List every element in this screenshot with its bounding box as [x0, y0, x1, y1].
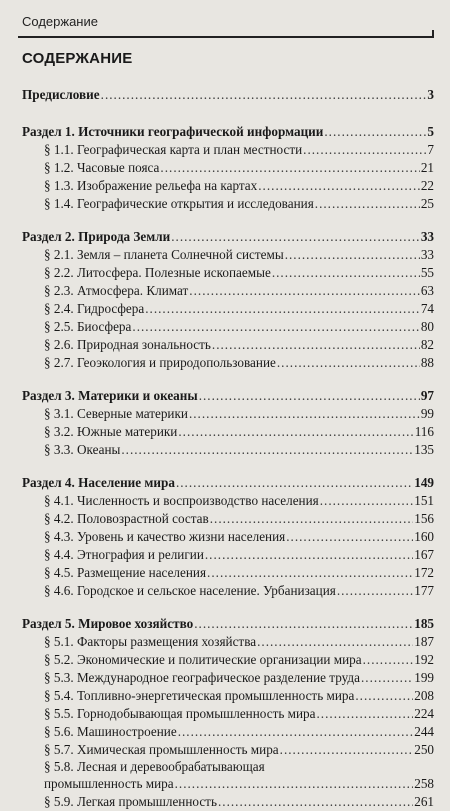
entry-label: § 4.5. Размещение населения: [44, 565, 207, 580]
leader-dots: [175, 775, 414, 793]
entry-page: 88: [420, 355, 434, 370]
entry-label: § 4.1. Численность и воспроизводство населения: [44, 493, 319, 508]
section-label: Раздел 2. Природа Земли: [22, 229, 171, 244]
toc-entry: [22, 651, 434, 669]
entry-page: 21: [420, 160, 434, 175]
leader-dots: [337, 582, 413, 600]
leader-dots: [205, 546, 413, 564]
leader-dots: [280, 741, 414, 759]
section-page: 97: [420, 388, 434, 403]
leader-dots: [189, 405, 420, 423]
entry-page: 208: [414, 688, 434, 703]
leader-dots: [258, 177, 420, 195]
entry-page: 177: [414, 583, 434, 598]
entry-label: § 2.1. Земля – планета Солнечной системы: [44, 247, 284, 262]
toc-entry: [22, 282, 434, 300]
leader-dots: [121, 441, 413, 459]
entry-label: § 1.4. Географические открытия и исследования: [44, 196, 314, 211]
leader-dots: [355, 687, 413, 705]
toc-entry: [22, 510, 434, 528]
leader-dots: [189, 282, 420, 300]
entry-label: § 2.3. Атмосфера. Климат: [44, 283, 189, 298]
entry-page: 7: [427, 142, 434, 157]
toc-entry: [22, 564, 434, 582]
toc-entry: [22, 246, 434, 264]
toc-entry: [22, 177, 434, 195]
entry-page: 99: [420, 406, 434, 421]
entry-label: § 1.3. Изображение рельефа на картах: [44, 178, 258, 193]
toc-entry: [22, 741, 434, 759]
toc-entry: [22, 775, 434, 793]
section-page: 149: [414, 475, 434, 490]
entry-label: § 5.9. Легкая промышленность: [44, 794, 217, 809]
toc-entry: [22, 318, 434, 336]
entry-page: 55: [420, 265, 434, 280]
toc-entry: [22, 405, 434, 423]
entry-label: § 5.2. Экономические и политические организации мира: [44, 652, 362, 667]
entry-label: § 4.3. Уровень и качество жизни населения: [44, 529, 286, 544]
leader-dots: [320, 492, 413, 510]
entry-page: 258: [414, 776, 434, 791]
entry-page: 80: [420, 319, 434, 334]
entry-label: § 4.2. Половозрастной состав: [44, 511, 209, 526]
entry-page: 33: [420, 247, 434, 262]
leader-dots: [207, 564, 413, 582]
leader-dots: [363, 651, 414, 669]
leader-dots: [218, 793, 413, 811]
leader-dots: [272, 264, 420, 282]
entry-page: 135: [414, 442, 434, 457]
toc-section-1: [22, 123, 434, 141]
toc-entry: [22, 492, 434, 510]
leader-dots: [101, 86, 427, 104]
entry-page: 116: [414, 424, 434, 439]
leader-dots: [315, 195, 420, 213]
entry-page: 160: [414, 529, 434, 544]
toc-entry: [22, 141, 434, 159]
toc-entry: [22, 546, 434, 564]
entry-label-line1: § 5.8. Лесная и деревообрабатывающая: [44, 759, 265, 774]
entry-page: 22: [420, 178, 434, 193]
entry-page: 82: [420, 337, 434, 352]
leader-dots: [132, 318, 419, 336]
leader-dots: [145, 300, 420, 318]
leader-dots: [176, 474, 413, 492]
toc-entry: [22, 705, 434, 723]
entry-label: § 2.6. Природная зональность: [44, 337, 211, 352]
toc-entry: [22, 300, 434, 318]
entry-label: Предисловие: [22, 87, 100, 102]
entry-label: § 2.7. Геоэкология и природопользование: [44, 355, 276, 370]
leader-dots: [277, 354, 420, 372]
section-label: Раздел 5. Мировое хозяйство: [22, 616, 194, 631]
leader-dots: [199, 387, 420, 405]
leader-dots: [257, 633, 413, 651]
toc-section-4: [22, 474, 434, 492]
entry-page: 187: [414, 634, 434, 649]
section-label: Раздел 4. Население мира: [22, 475, 175, 490]
toc-section-3: [22, 387, 434, 405]
entry-page: 250: [414, 742, 434, 757]
toc-entry: [22, 441, 434, 459]
leader-dots: [303, 141, 426, 159]
leader-dots: [324, 123, 426, 141]
leader-dots: [210, 510, 413, 528]
entry-label: § 5.3. Международное географическое разделение труда: [44, 670, 360, 685]
leader-dots: [194, 615, 413, 633]
running-header: Содержание: [22, 14, 98, 29]
entry-label: § 3.3. Океаны: [44, 442, 121, 457]
entry-page: 74: [420, 301, 434, 316]
entry-page: 63: [420, 283, 434, 298]
toc-title: СОДЕРЖАНИЕ: [22, 50, 133, 67]
toc-entry-preface: [22, 86, 434, 104]
section-page: 185: [414, 616, 434, 631]
entry-label: § 5.7. Химическая промышленность мира: [44, 742, 279, 757]
entry-label: § 2.4. Гидросфера: [44, 301, 145, 316]
toc-entry: [22, 354, 434, 372]
toc-entry: [22, 159, 434, 177]
leader-dots: [285, 246, 420, 264]
section-label: Раздел 1. Источники географической информации: [22, 124, 324, 139]
entry-label: § 4.6. Городское и сельское население. Урбанизация: [44, 583, 336, 598]
entry-label: § 5.6. Машиностроение: [44, 724, 177, 739]
entry-page: 199: [414, 670, 434, 685]
leader-dots: [171, 228, 420, 246]
entry-page: 244: [414, 724, 434, 739]
entry-label: § 5.4. Топливно-энергетическая промышленность мира: [44, 688, 355, 703]
toc-entry: [22, 633, 434, 651]
toc-entry: [22, 582, 434, 600]
toc-entry: [22, 336, 434, 354]
entry-page: 192: [414, 652, 434, 667]
entry-label: § 2.5. Биосфера: [44, 319, 132, 334]
entry-label: § 3.1. Северные материки: [44, 406, 188, 421]
entry-page: 172: [414, 565, 434, 580]
toc-section-5: [22, 615, 434, 633]
section-page: 33: [420, 229, 434, 244]
header-rule: [18, 36, 434, 38]
entry-label: § 3.2. Южные материки: [44, 424, 178, 439]
section-label: Раздел 3. Материки и океаны: [22, 388, 198, 403]
entry-label: § 5.1. Факторы размещения хозяйства: [44, 634, 257, 649]
entry-page: 156: [414, 511, 434, 526]
toc-entry: [22, 195, 434, 213]
leader-dots: [212, 336, 420, 354]
leader-dots: [160, 159, 419, 177]
toc-entry: [22, 723, 434, 741]
entry-label: § 4.4. Этнография и религии: [44, 547, 204, 562]
toc-entry: [22, 793, 434, 811]
toc-section-2: [22, 228, 434, 246]
leader-dots: [286, 528, 413, 546]
entry-page: 151: [414, 493, 434, 508]
leader-dots: [178, 723, 414, 741]
toc-entry: [22, 687, 434, 705]
toc-entry: [22, 423, 434, 441]
leader-dots: [178, 423, 413, 441]
entry-label: § 1.1. Географическая карта и план местности: [44, 142, 303, 157]
leader-dots: [361, 669, 413, 687]
entry-page: 3: [427, 87, 434, 102]
entry-label: § 2.2. Литосфера. Полезные ископаемые: [44, 265, 271, 280]
toc-entry: [22, 528, 434, 546]
entry-page: 25: [420, 196, 434, 211]
table-of-contents: [22, 86, 434, 811]
section-page: 5: [427, 124, 434, 139]
entry-label-line2: промышленность мира: [44, 776, 174, 791]
entry-page: 167: [414, 547, 434, 562]
toc-entry: [22, 264, 434, 282]
toc-entry: [22, 669, 434, 687]
leader-dots: [317, 705, 414, 723]
entry-label: § 5.5. Горнодобывающая промышленность мира: [44, 706, 316, 721]
entry-page: 224: [414, 706, 434, 721]
entry-page: 261: [414, 794, 434, 809]
entry-label: § 1.2. Часовые пояса: [44, 160, 160, 175]
